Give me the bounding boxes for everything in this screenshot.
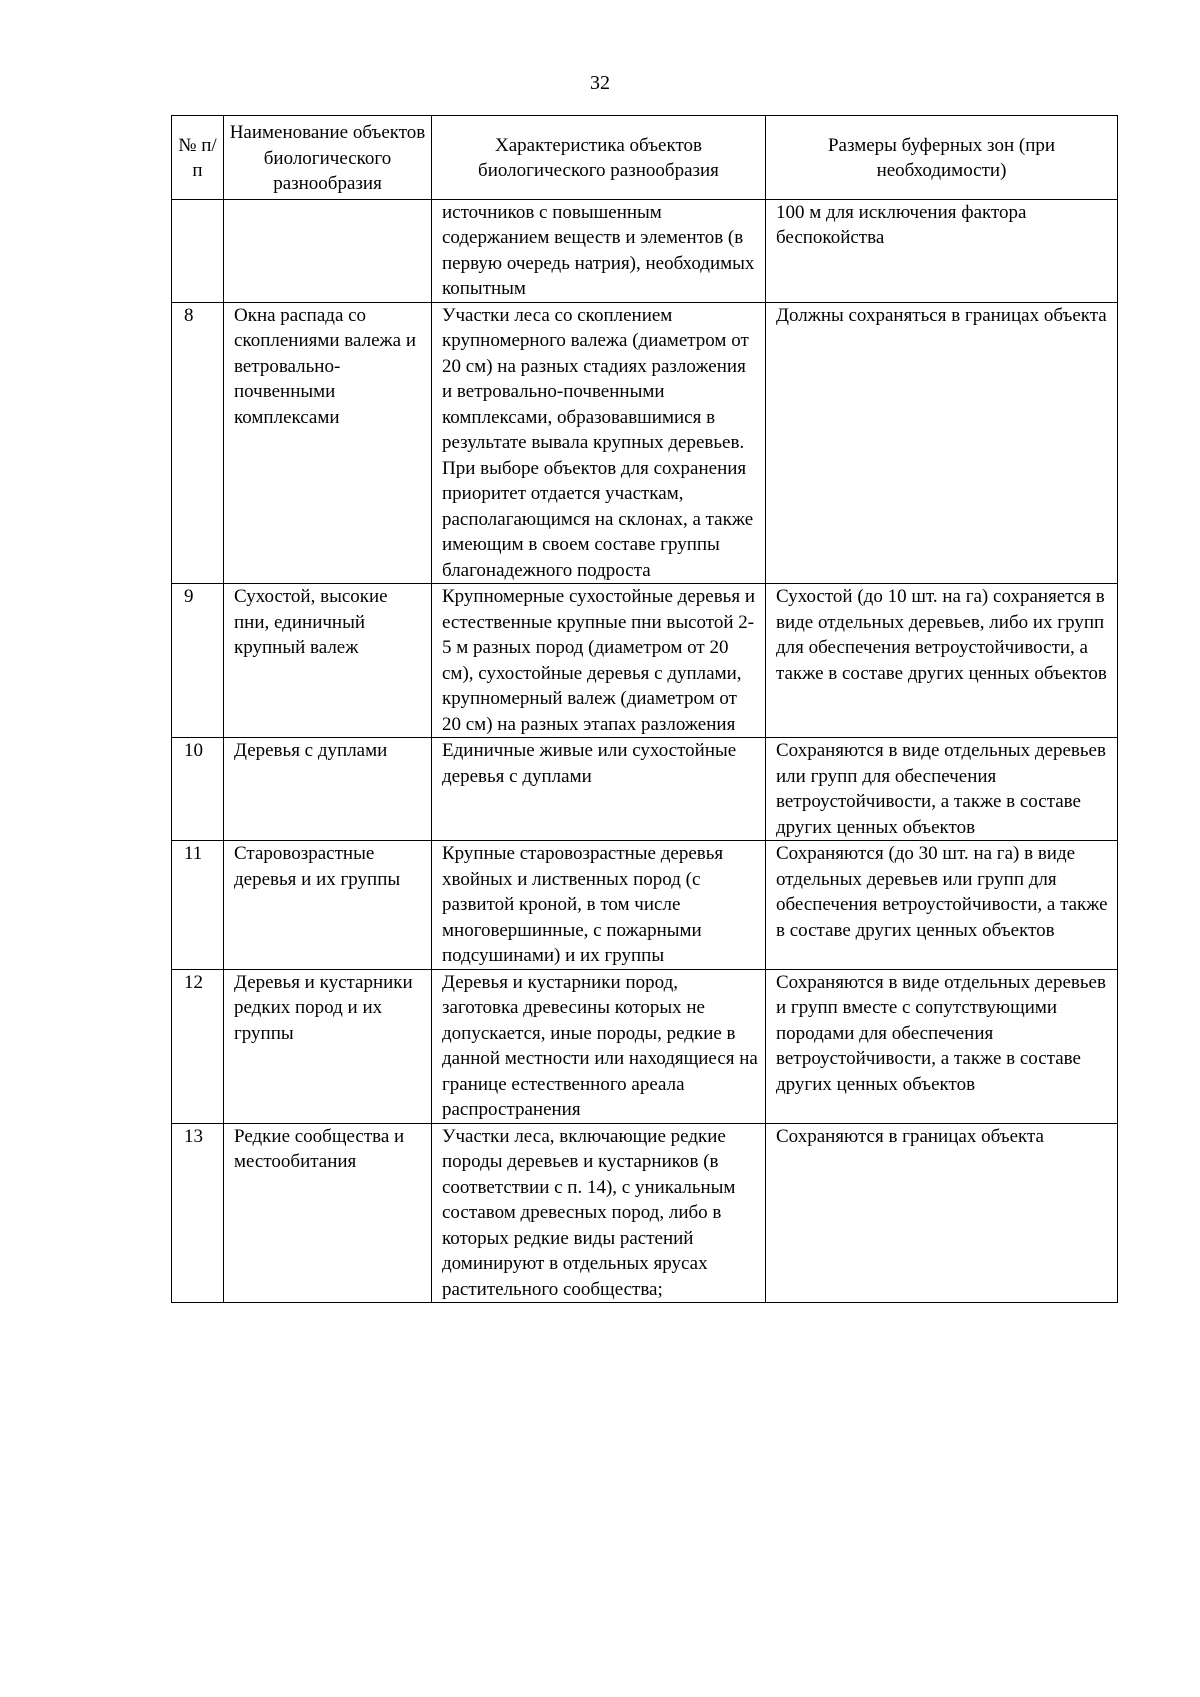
row-object-name: Окна распада со скоплениями валежа и ветровально-почвенными комплексами xyxy=(224,302,432,584)
row-characteristic: Крупные старовозрастные деревья хвойных и лиственных пород (с развитой кроной, в том числе многовершинные, с пожарными подсушинами) и их группы xyxy=(432,841,766,970)
row-characteristic: источников с повышенным содержанием веществ и элементов (в первую очередь натрия), необходимых копытным xyxy=(432,199,766,302)
row-object-name: Деревья и кустарники редких пород и их группы xyxy=(224,969,432,1123)
row-buffer-zone: Сохраняются в виде отдельных деревьев и групп вместе с сопутствующими породами для обеспечения ветроустойчивости, а также в составе других ценных объектов xyxy=(766,969,1118,1123)
row-number: 13 xyxy=(172,1123,224,1303)
row-number: 11 xyxy=(172,841,224,970)
row-object-name: Редкие сообщества и местообитания xyxy=(224,1123,432,1303)
row-characteristic: Участки леса, включающие редкие породы деревьев и кустарников (в соответствии с п. 14), с уникальным составом древесных пород, либо в которых редкие виды растений доминируют в отдельных ярусах растительного сообщества; xyxy=(432,1123,766,1303)
header-buffer-zone: Размеры буферных зон (при необходимости) xyxy=(766,116,1118,200)
row-buffer-zone: Сохраняются (до 30 шт. на га) в виде отдельных деревьев или групп для обеспечения ветроустойчивости, а также в составе других ценных объектов xyxy=(766,841,1118,970)
row-number: 8 xyxy=(172,302,224,584)
row-buffer-zone: Сухостой (до 10 шт. на га) сохраняется в виде отдельных деревьев, либо их групп для обеспечения ветроустойчивости, а также в составе других ценных объектов xyxy=(766,584,1118,738)
row-buffer-zone: Должны сохраняться в границах объекта xyxy=(766,302,1118,584)
row-characteristic: Деревья и кустарники пород, заготовка древесины которых не допускается, иные породы, редкие в данной местности или находящиеся на границе естественного ареала распространения xyxy=(432,969,766,1123)
table-row xyxy=(172,738,1118,841)
page-number: 32 xyxy=(590,72,610,94)
table-header xyxy=(172,116,1118,200)
row-number xyxy=(172,199,224,302)
header-row xyxy=(172,116,1118,200)
row-buffer-zone: Сохраняются в границах объекта xyxy=(766,1123,1118,1303)
row-characteristic: Крупномерные сухостойные деревья и естественные крупные пни высотой 2-5 м разных пород (диаметром от 20 см), сухостойные деревья с дуплами, крупномерный валеж (диаметром от 20 см) на разных этапах разложения xyxy=(432,584,766,738)
biodiversity-objects-table xyxy=(171,115,1118,1303)
header-number: № п/п xyxy=(172,116,224,200)
row-buffer-zone: 100 м для исключения фактора беспокойства xyxy=(766,199,1118,302)
row-object-name: Старовозрастные деревья и их группы xyxy=(224,841,432,970)
row-characteristic: Единичные живые или сухостойные деревья с дуплами xyxy=(432,738,766,841)
table-body xyxy=(172,199,1118,1303)
row-number: 9 xyxy=(172,584,224,738)
table-row xyxy=(172,969,1118,1123)
table-row xyxy=(172,841,1118,970)
row-characteristic: Участки леса со скоплением крупномерного валежа (диаметром от 20 см) на разных стадиях разложения и ветровально-почвенными комплексами, образовавшимися в результате вывала крупных деревьев. При выборе объектов для сохранения приоритет отдается участкам, располагающимся на склонах, а также имеющим в своем составе группы благонадежного подроста xyxy=(432,302,766,584)
row-object-name: Сухостой, высокие пни, единичный крупный валеж xyxy=(224,584,432,738)
row-number: 12 xyxy=(172,969,224,1123)
header-object-name: Наименование объектов биологического разнообразия xyxy=(224,116,432,200)
row-object-name xyxy=(224,199,432,302)
row-number: 10 xyxy=(172,738,224,841)
table-row xyxy=(172,302,1118,584)
table-row xyxy=(172,584,1118,738)
table-row xyxy=(172,199,1118,302)
table-row xyxy=(172,1123,1118,1303)
row-object-name: Деревья с дуплами xyxy=(224,738,432,841)
header-characteristic: Характеристика объектов биологического разнообразия xyxy=(432,116,766,200)
row-buffer-zone: Сохраняются в виде отдельных деревьев или групп для обеспечения ветроустойчивости, а также в составе других ценных объектов xyxy=(766,738,1118,841)
